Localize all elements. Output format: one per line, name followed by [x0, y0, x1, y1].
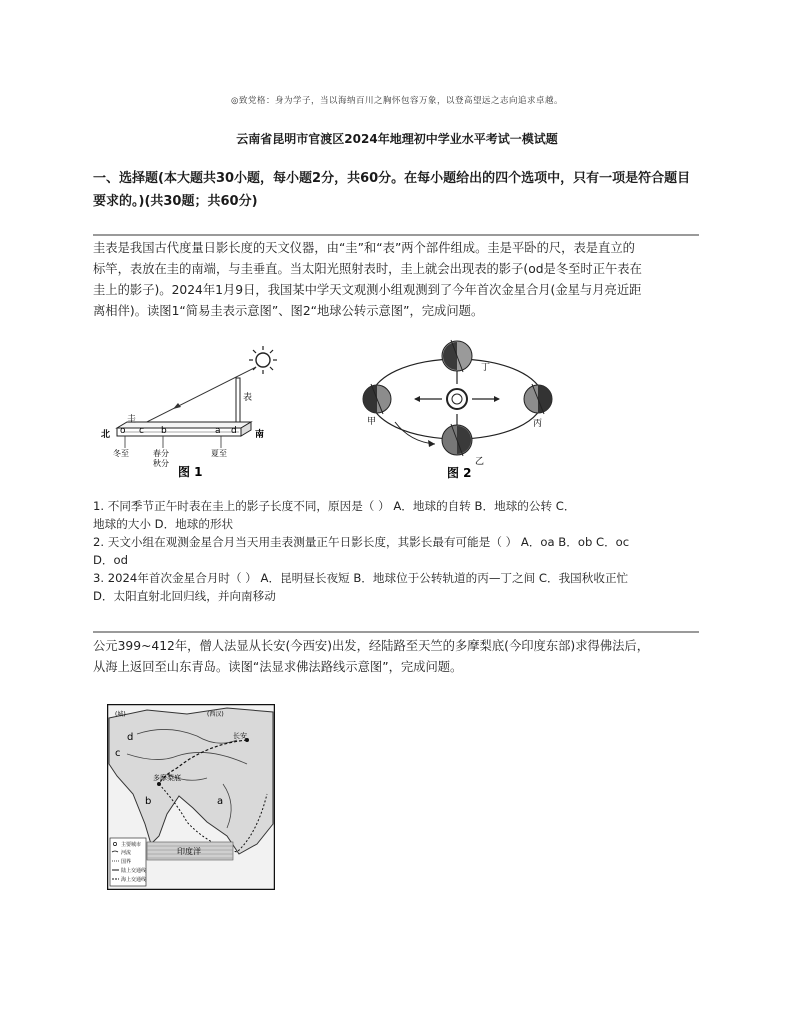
map-letter-d: d: [127, 732, 134, 743]
question-line: 2. 天文小组在观测金星合月当天用圭表测量正午日影长度，其影长最有可能是（ ） A．oa B．ob C．oc: [93, 535, 630, 549]
map-letter-c: c: [115, 748, 121, 759]
figure-1-gnomon: [93, 340, 293, 482]
question-item: [93, 497, 713, 533]
question-list-1: [93, 497, 713, 605]
winter-label: 冬至: [113, 449, 129, 458]
passage-line: 从海上返回至山东青岛。读图“法显求佛法路线示意图”，完成问题。: [93, 660, 463, 674]
sun-center-icon: [414, 363, 500, 435]
question-line: 地球的大小 D．地球的形状: [93, 517, 234, 531]
sun-icon: [249, 346, 277, 374]
section-heading: 一、选择题(本大题共30小题，每小题2分，共60分。在每小题给出的四个选项中，只有一项是符合题目要求的。)(共30题；共60分): [93, 171, 691, 209]
legend-border: 国界: [121, 859, 132, 865]
map-top-label: (西汉): [207, 711, 224, 718]
legend-land-route: 陆上交通线: [121, 868, 147, 874]
question-item: [93, 533, 713, 569]
earth-top-icon: [442, 340, 472, 372]
label-bing: 丙: [533, 419, 543, 429]
autumn-label: 秋分: [153, 459, 169, 468]
point-o: o: [120, 426, 126, 436]
divider: [93, 631, 699, 633]
point-c: c: [139, 426, 144, 436]
passage-2: [93, 636, 705, 678]
question-line: D．od: [93, 553, 128, 567]
summer-label: 夏至: [211, 449, 227, 458]
label-jia: 甲: [367, 417, 377, 427]
passage-1: [93, 238, 705, 322]
divider: [93, 234, 699, 236]
map-top-label: (城): [115, 711, 126, 718]
gui-label: 圭: [127, 415, 137, 425]
legend-river: 河流: [121, 850, 132, 856]
legend-city: 主要城市: [121, 842, 142, 848]
point-a: a: [215, 426, 221, 436]
point-d: d: [231, 426, 237, 436]
place-indian-ocean: 印度洋: [177, 847, 201, 856]
question-line: D．太阳直射北回归线，并向南移动: [93, 589, 276, 603]
map-letter-b: b: [145, 796, 152, 807]
question-line: 1. 不同季节正午时表在圭上的影子长度不同，原因是（ ） A．地球的自转 B．地球的公转 C．: [93, 499, 576, 513]
spring-label: 春分: [153, 449, 169, 458]
passage-line: 标竿，表放在圭的南端，与圭垂直。当太阳光照射表时，圭上就会出现表的影子(od是冬至时正午表在: [93, 262, 642, 276]
passage-line: 圭上的影子)。2024年1月9日，我国某中学天文观测小组观测到了今年首次金星合月(金星与月亮近距: [93, 283, 642, 297]
legend-sea-route: 海上交通线: [121, 877, 147, 883]
passage-line: 离相伴)。读图1“简易圭表示意图”、图2“地球公转示意图”，完成问题。: [93, 304, 484, 318]
map-letter-a: a: [217, 796, 224, 807]
figure-2-caption: 图 2: [447, 466, 472, 480]
question-item: [93, 569, 713, 605]
question-line: 3. 2024年首次金星合月时（ ） A．昆明昼长夜短 B．地球位于公转轨道的丙—丁之间 C．我国秋收正忙: [93, 571, 629, 585]
faxian-route-map: [107, 704, 275, 890]
passage-line: 公元399~412年，僧人法显从长安(今西安)出发，经陆路至天竺的多摩梨底(今印度东部)求得佛法后，: [93, 639, 650, 653]
biao-label: 表: [243, 393, 253, 403]
page-title: 云南省昆明市官渡区2024年地理初中学业水平考试一模试题: [236, 132, 558, 146]
earth-right-icon: [524, 384, 552, 414]
label-yi: 乙: [475, 457, 485, 467]
north-label: 北: [101, 430, 111, 440]
motto-line: ◎致党格：身为学子，当以海纳百川之胸怀包容万象，以登高望远之志向追求卓越。: [231, 96, 563, 106]
map-legend: [110, 838, 146, 886]
place-changan: 长安: [233, 732, 247, 740]
figure-1-caption: 图 1: [178, 465, 203, 479]
earth-left-icon: [363, 384, 391, 414]
figure-2-orbit: [355, 334, 565, 482]
point-b: b: [161, 426, 167, 436]
earth-bottom-icon: [442, 424, 472, 456]
place-tamralipti: 多摩梨底: [153, 774, 181, 782]
south-label: 南: [255, 430, 265, 440]
passage-line: 圭表是我国古代度量日影长度的天文仪器，由“圭”和“表”两个部件组成。圭是平卧的尺，表是直立的: [93, 241, 635, 255]
label-ding: 丁: [481, 363, 491, 373]
